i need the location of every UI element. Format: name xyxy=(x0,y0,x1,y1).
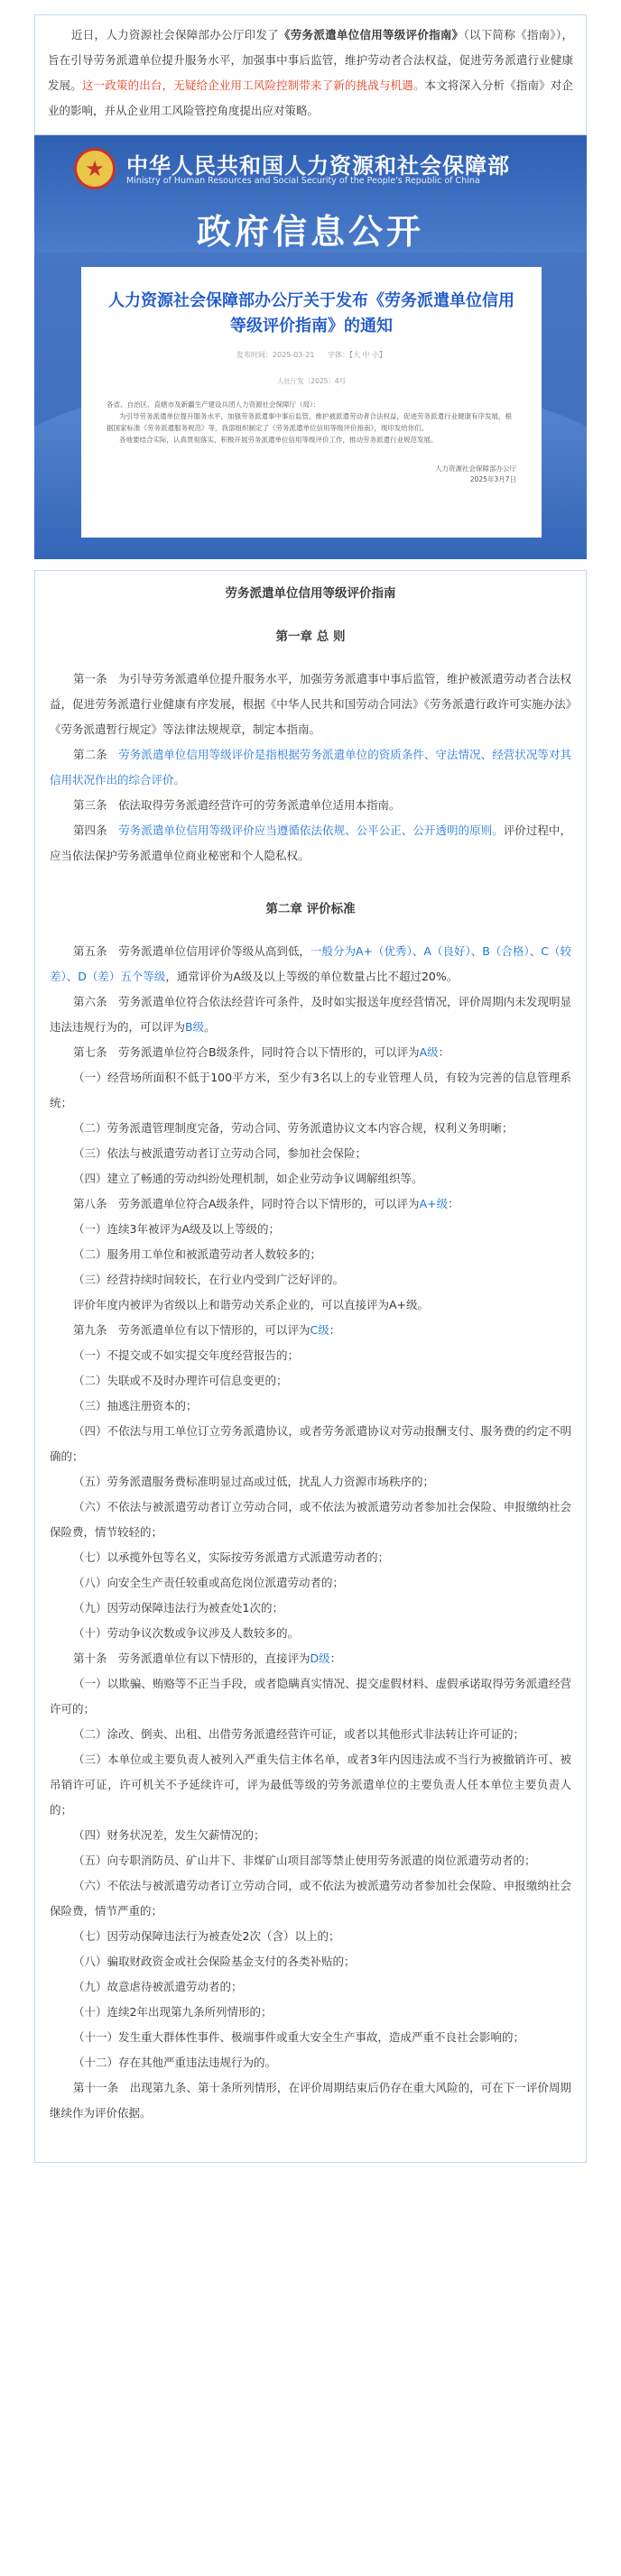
gov-info-title: 政府信息公开 xyxy=(196,212,424,252)
list-item: （九）因劳动保障违法行为被查处1次的； xyxy=(73,1601,283,1615)
notice-body xyxy=(107,399,516,446)
list-item: （一）不提交或不如实提交年度经营报告的； xyxy=(73,1348,300,1362)
article-6-end: 。 xyxy=(204,1020,216,1034)
list-item: （一）以欺骗、贿赂等不正当手段，或者隐瞒真实情况、提交虚假材料、虚假承诺取得劳务派遣经营许可的； xyxy=(50,1677,571,1716)
article-7-end: ： xyxy=(438,1045,450,1059)
list-item: （八）骗取财政资金或社会保险基金支付的各类补贴的； xyxy=(73,1955,356,1968)
gov-banner-image xyxy=(34,135,587,559)
article-6 xyxy=(50,989,571,1040)
list-item: （五）劳务派遣服务费标准明显过高或过低，扰乱人力资源市场秩序的； xyxy=(73,1475,435,1488)
article-2-label: 第二条 xyxy=(73,748,119,761)
notice-signature xyxy=(107,464,516,485)
list-item: （九）故意虐待被派遣劳动者的； xyxy=(73,1980,243,1993)
intro-text: 近日，人力资源社会保障部办公厅印发了 xyxy=(71,28,279,41)
notice-sign-date: 2025年3月7日 xyxy=(469,475,516,483)
article-8-grade: A+级 xyxy=(419,1197,449,1210)
chapter-2-heading: 第二章 评价标准 xyxy=(265,902,356,916)
intro-text-2: （以下简称《指南》），旨在引导劳务派遣单位提升服务水平，加强事中事后监管，维护劳动者合法权益，促进劳务派遣行业健康发展。 xyxy=(48,28,573,92)
chapter-1-heading: 第一章 总 则 xyxy=(275,630,346,644)
article-5 xyxy=(50,939,571,989)
list-item: （四）财务状况差，发生欠薪情况的； xyxy=(73,1828,265,1842)
list-item: （八）向安全生产责任较重或高危岗位派遣劳动者的； xyxy=(73,1576,345,1589)
article-7-text: 第七条 劳务派遣单位符合B级条件，同时符合以下情形的，可以评为 xyxy=(73,1045,420,1059)
list-item: （四）不依法与用工单位订立劳务派遣协议，或者劳务派遣协议对劳动报酬支付、服务费的约定不明确的； xyxy=(50,1424,571,1463)
guide-document xyxy=(34,570,587,2163)
article-9 xyxy=(50,1318,571,1343)
article-4-rest: 评价过程中，应当依法保护劳务派遣单位商业秘密和个人隐私权。 xyxy=(50,823,571,862)
ministry-name-cn: 中华人民共和国人力资源和社会保障部 xyxy=(126,153,510,179)
article-8-text: 第八条 劳务派遣单位符合A级条件，同时符合以下情形的，可以评为 xyxy=(73,1197,420,1210)
notice-card xyxy=(81,267,542,538)
article-8 xyxy=(50,1191,571,1217)
article-10 xyxy=(50,1646,571,1671)
list-item: （一）经营场所面积不低于100平方米，至少有3名以上的专业管理人员，有较为完善的信息管理系统； xyxy=(50,1071,571,1109)
article-1: 第一条 为引导劳务派遣单位提升服务水平，加强劳务派遣事中事后监管，维护被派遣劳动者合法权益，促进劳务派遣行业健康有序发展，根据《中华人民共和国劳动合同法》《劳务派遣行政许可实施办法》《劳务派遣暂行规定》等法律法规规章，制定本指南。 xyxy=(50,672,571,736)
ministry-name-en: Ministry of Human Resources and Social Security of the People's Republic of China xyxy=(126,176,480,186)
list-item: （二）劳务派遣管理制度完备，劳动合同、劳务派遣协议文本内容合规，权利义务明晰； xyxy=(73,1121,514,1135)
article-4-highlight: 劳务派遣单位信用等级评价应当遵循依法依规、公平公正、公开透明的原则。 xyxy=(118,823,504,837)
list-item: （十）劳动争议次数或争议涉及人数较多的。 xyxy=(73,1626,300,1640)
article-6-text: 第六条 劳务派遣单位符合依法经营许可条件，及时如实报送年度经营情况，评价周期内未发现明显违法违规行为的，可以评为 xyxy=(50,995,571,1034)
list-item: （二）服务用工单位和被派遣劳动者人数较多的； xyxy=(73,1247,322,1261)
article-4-label: 第四条 xyxy=(73,823,119,837)
national-emblem-icon: ★ xyxy=(74,148,116,189)
font-size-control[interactable]: 字体：【大 中 小】 xyxy=(327,351,387,359)
intro-text-3: 本文将深入分析《指南》对企业的影响，并从企业用工风险管控角度提出应对策略。 xyxy=(48,78,573,117)
article-7 xyxy=(50,1040,571,1065)
list-item: （三）抽逃注册资本的； xyxy=(73,1399,198,1412)
notice-body-2: 各地要结合实际，认真贯彻落实，积极开展劳务派遣单位信用等级评价工作，推动劳务派遣行业规范发展。 xyxy=(119,436,438,444)
article-10-end: ： xyxy=(329,1651,342,1665)
article-5-label: 第五条 劳务派遣单位信用评价等级从高到低， xyxy=(73,944,310,958)
article-6-grade: B级 xyxy=(185,1020,205,1034)
guide-title: 劳务派遣单位信用等级评价指南 xyxy=(225,586,396,601)
article-4 xyxy=(50,818,571,869)
list-item: （二）失联或不及时办理许可信息变更的； xyxy=(73,1374,288,1387)
publish-date: 发布时间：2025-03-21 xyxy=(236,351,315,359)
list-item: （七）因劳动保障违法行为被查处2次（含）以上的； xyxy=(73,1929,340,1943)
list-item: （三）本单位或主要负责人被列入严重失信主体名单，或者3年内因违法或不当行为被撤销许可、被吊销许可证，许可机关不予延续许可，评为最低等级的劳务派遣单位的主要负责人任本单位主要负责人的； xyxy=(50,1753,571,1817)
article-3: 第三条 依法取得劳务派遣经营许可的劳务派遣单位适用本指南。 xyxy=(73,798,401,812)
list-item: （十一）发生重大群体性事件、极端事件或重大安全生产事故，造成严重不良社会影响的； xyxy=(73,2030,525,2044)
notice-salutation: 各省、自治区、直辖市及新疆生产建设兵团人力资源社会保障厅（局）： xyxy=(107,400,320,409)
intro-highlight: 这一政策的出台，无疑给企业用工风险控制带来了新的挑战与机遇。 xyxy=(81,78,425,92)
article-7-grade: A级 xyxy=(419,1045,439,1059)
list-item: （三）经营持续时间较长，在行业内受到广泛好评的。 xyxy=(73,1273,345,1286)
intro-box xyxy=(34,14,587,135)
article-9-text: 第九条 劳务派遣单位有以下情形的，可以评为 xyxy=(73,1323,310,1337)
list-item: （二）涂改、倒卖、出租、出借劳务派遣经营许可证，或者以其他形式非法转让许可证的； xyxy=(73,1727,525,1741)
notice-body-1: 为引导劳务派遣单位提升服务水平，加强劳务派遣事中事后监管，维护被派遣劳动者合法权益，促进劳务派遣行业健康有序发展，根据国家标准《劳务派遣服务规范》等，我部组织制定了《劳务派遣单位信用等级评价指南》，现印发给你们。 xyxy=(107,412,512,432)
doc-number: 人社厅发〔2025〕4号 xyxy=(276,377,347,385)
list-item: （六）不依法与被派遣劳动者订立劳动合同，或不依法为被派遣劳动者参加社会保险、申报缴纳社会保险费，情节严重的； xyxy=(50,1879,571,1918)
article-9-end: ： xyxy=(329,1323,341,1337)
article-5-rest: ，通常评价为A级及以上等级的单位数量占比不超过20%。 xyxy=(165,970,459,983)
intro-paragraph xyxy=(48,23,573,124)
list-item: （七）以承揽外包等名义，实际按劳务派遣方式派遣劳动者的； xyxy=(73,1550,390,1564)
article-10-grade: D级 xyxy=(310,1651,330,1665)
article-8-note: 评价年度内被评为省级以上和谐劳动关系企业的，可以直接评为A+级。 xyxy=(73,1298,430,1311)
list-item: （一）连续3年被评为A级及以上等级的； xyxy=(73,1222,281,1236)
list-item: （三）依法与被派遣劳动者订立劳动合同，参加社会保险； xyxy=(73,1146,367,1160)
article-5-highlight: 一般分为A+（优秀）、A（良好）、B（合格）、C（较差）、D（差）五个等级 xyxy=(50,944,571,983)
list-item: （十二）存在其他严重违法违规行为的。 xyxy=(73,2056,277,2069)
list-item: （十）连续2年出现第九条所列情形的； xyxy=(73,2005,273,2019)
intro-doc-ref: 《劳务派遣单位信用等级评价指南》 xyxy=(279,28,464,41)
article-10-text: 第十条 劳务派遣单位有以下情形的，直接评为 xyxy=(73,1651,310,1665)
list-item: （五）向专职消防员、矿山井下、非煤矿山项目部等禁止使用劳务派遣的岗位派遣劳动者的； xyxy=(73,1854,536,1867)
list-item: （六）不依法与被派遣劳动者订立劳动合同，或不依法为被派遣劳动者参加社会保险、申报缴纳社会保险费，情节较轻的； xyxy=(50,1500,571,1539)
article-11: 第十一条 出现第九条、第十条所列情形，在评价周期结束后仍存在重大风险的，可在下一评价周期继续作为评价依据。 xyxy=(50,2081,571,2120)
article-8-end: ： xyxy=(448,1197,459,1210)
list-item: （四）建立了畅通的劳动纠纷处理机制，如企业劳动争议调解组织等。 xyxy=(73,1172,423,1185)
notice-title: 人力资源社会保障部办公厅关于发布《劳务派遣单位信用等级评价指南》的通知 xyxy=(108,291,514,336)
article-2 xyxy=(50,742,571,793)
notice-meta xyxy=(107,350,516,360)
article-2-highlight: 劳务派遣单位信用等级评价是指根据劳务派遣单位的资质条件、守法情况、经营状况等对其信用状况作出的综合评价。 xyxy=(50,748,571,787)
notice-signer: 人力资源社会保障部办公厅 xyxy=(435,465,516,473)
article-9-grade: C级 xyxy=(310,1323,329,1337)
